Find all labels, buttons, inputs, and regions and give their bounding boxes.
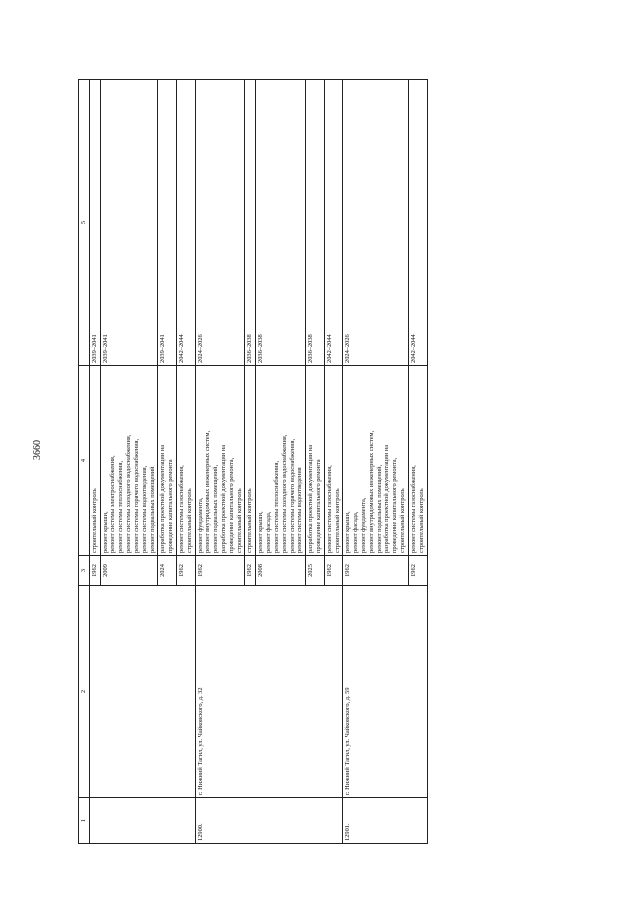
period-cell: 2042–2044: [324, 80, 343, 366]
year-cell: 1962: [245, 556, 256, 586]
header-col-1: 1: [79, 798, 90, 844]
building-number: 12901.: [343, 798, 427, 844]
table-row: [89, 80, 100, 844]
table-row: [343, 80, 409, 844]
work-item: ремонт подвальных помещений,: [375, 464, 383, 553]
period-cell: 2036–2038: [245, 80, 256, 366]
work-item: разработка проектной документации на: [307, 444, 315, 553]
work-item: строительный контроль: [333, 488, 341, 553]
period-cell: 2036–2038: [306, 80, 325, 366]
work-item: проведение капитального ремонта,: [227, 457, 235, 553]
works-table-sheet: [78, 80, 565, 844]
work-item: проведение капитального ремонта,: [391, 457, 399, 553]
works-cell: [256, 366, 306, 556]
header-col-3: 3: [79, 556, 90, 586]
header-row: [79, 80, 90, 844]
work-item: ремонт подвальных помещений: [148, 466, 156, 553]
work-item: ремонт подвальных помещений,: [212, 464, 220, 553]
year-cell: 2008: [256, 556, 306, 586]
table-row: [195, 80, 245, 844]
work-item: строительный контроль: [417, 488, 425, 553]
work-item: ремонт системы газоснабжения,: [177, 465, 185, 553]
year-cell: 1962: [176, 556, 195, 586]
work-item: проведение капитального ремонта: [167, 459, 175, 553]
works-cell: [245, 366, 256, 556]
work-item: строительный контроль: [90, 488, 98, 553]
work-item: ремонт системы теплоснабжения,: [272, 460, 280, 553]
works-cell: [324, 366, 343, 556]
work-item: ремонт крыши,: [344, 511, 352, 553]
year-cell: 2025: [306, 556, 325, 586]
period-cell: 2039–2041: [100, 80, 158, 366]
work-item: ремонт крыши,: [101, 511, 109, 553]
work-item: ремонт системы горячего водоснабжения,: [132, 438, 140, 553]
work-item: ремонт фасада,: [265, 511, 273, 553]
period-cell: 2024–2026: [343, 80, 409, 366]
works-cell: [195, 366, 245, 556]
work-item: ремонт внутридомовых инженерных систем,: [204, 430, 212, 553]
work-item: ремонт крыши,: [257, 511, 265, 553]
works-cell: [408, 366, 427, 556]
work-item: проведение капитального ремонта: [314, 459, 322, 553]
works-cell: [343, 366, 409, 556]
works-cell: [158, 366, 177, 556]
year-cell: 2009: [100, 556, 158, 586]
year-cell: 1962: [343, 556, 409, 586]
year-cell: 1962: [408, 556, 427, 586]
work-item: ремонт системы газоснабжения,: [409, 465, 417, 553]
work-item: разработка проектной документации на: [220, 444, 227, 553]
works-table: [78, 79, 428, 844]
work-item: ремонт системы холодного водоснабжения,: [280, 434, 288, 553]
year-cell: 2024: [158, 556, 177, 586]
period-cell: 2039–2041: [89, 80, 100, 366]
year-cell: 1962: [324, 556, 343, 586]
building-address: г. Нижний Тагил, ул. Чайковского, д. 59: [343, 586, 427, 798]
work-item: ремонт системы газоснабжения,: [325, 465, 333, 553]
building-address: г. Нижний Тагил, ул. Чайковского, д. 32: [195, 586, 343, 798]
work-item: разработка проектной документации на: [383, 444, 391, 553]
period-cell: 2036–2038: [256, 80, 306, 366]
building-address: [89, 586, 195, 798]
work-item: ремонт внутридомовых инженерных систем,: [367, 430, 375, 553]
work-item: строительный контроль: [399, 488, 407, 553]
work-item: ремонт системы горячего водоснабжения,: [288, 438, 296, 553]
works-cell: [100, 366, 158, 556]
work-item: строительный контроль: [185, 488, 193, 553]
building-number: 12900.: [195, 798, 343, 844]
table-body: [89, 80, 427, 844]
work-item: ремонт системы электроснабжения,: [109, 455, 117, 553]
period-cell: 2042–2044: [176, 80, 195, 366]
works-cell: [89, 366, 100, 556]
header-col-4: 4: [79, 366, 90, 556]
works-cell: [176, 366, 195, 556]
period-cell: 2042–2044: [408, 80, 427, 366]
period-cell: 2024–2026: [195, 80, 245, 366]
work-item: ремонт системы водоотведения: [296, 467, 304, 553]
page-number: 3660: [32, 440, 43, 460]
works-cell: [306, 366, 325, 556]
work-item: ремонт фундамента,: [196, 497, 204, 553]
building-number: [89, 798, 195, 844]
work-item: ремонт фасада,: [352, 511, 360, 553]
work-item: строительный контроль: [235, 488, 243, 553]
header-col-2: 2: [79, 586, 90, 798]
year-cell: 1962: [89, 556, 100, 586]
work-item: разработка проектной документации на: [159, 444, 167, 553]
work-item: ремонт системы водоотведения,: [140, 465, 148, 553]
work-item: ремонт системы холодного водоснабжения,: [125, 434, 133, 553]
work-item: ремонт системы теплоснабжения,: [117, 460, 125, 553]
header-col-5: 5: [79, 80, 90, 366]
work-item: ремонт фундамента,: [360, 497, 367, 553]
year-cell: 1962: [195, 556, 245, 586]
work-item: строительный контроль: [246, 488, 254, 553]
period-cell: 2039–2041: [158, 80, 177, 366]
